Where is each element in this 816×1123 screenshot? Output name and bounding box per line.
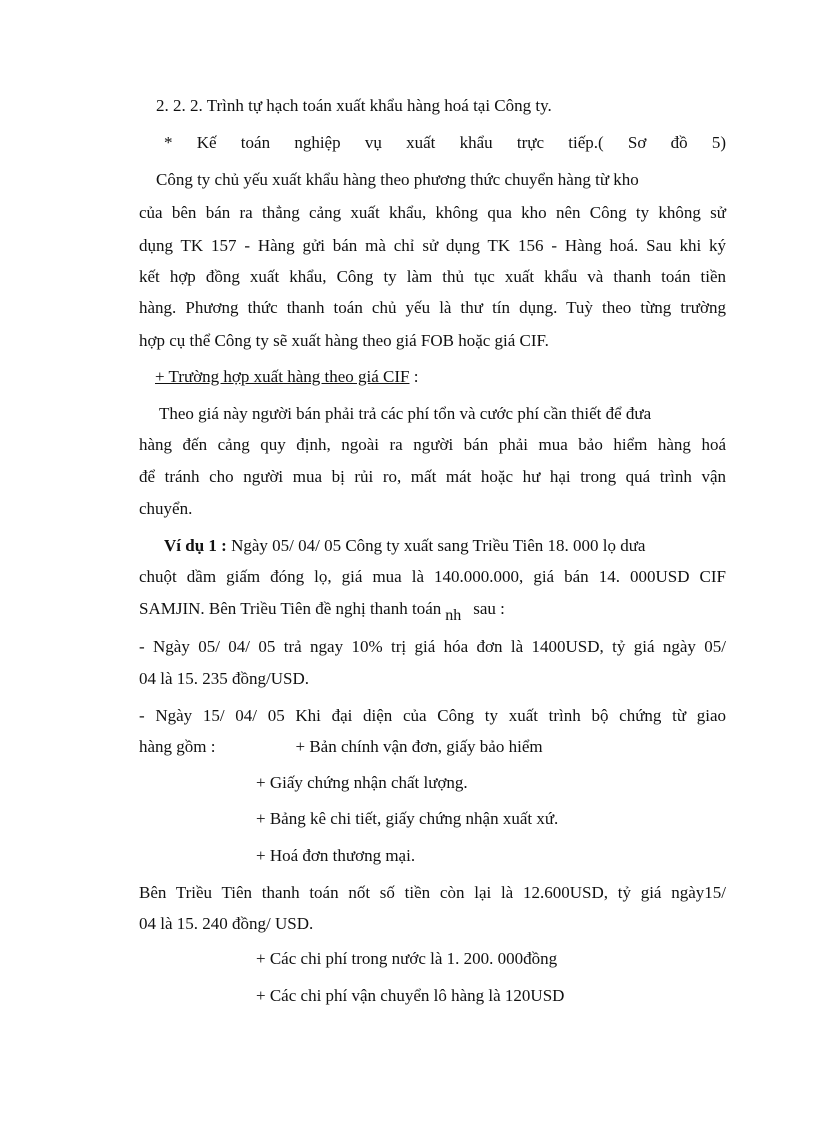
- cif-line-3: để tránh cho người mua bị rủi ro, mất mát hoặc hư hại trong quá trình vận: [139, 467, 726, 486]
- section-subheading: * Kế toán nghiệp vụ xuất khẩu trực tiếp.( Sơ đồ 5): [164, 133, 726, 152]
- example-line-3: [139, 598, 726, 624]
- cif-line-1: Theo giá này người bán phải trả các phí tổn và cước phí cần thiết để đưa: [159, 404, 652, 423]
- cif-case-heading: [155, 366, 742, 388]
- document-item-3: + Bảng kê chi tiết, giấy chứng nhận xuất xứ.: [256, 809, 559, 828]
- example-line-1: [164, 535, 726, 557]
- example-line-3-subscript: nh: [445, 607, 462, 624]
- example-line-1-text: Ngày 05/ 04/ 05 Công ty xuất sang Triều Tiên 18. 000 lọ dưa: [226, 536, 646, 555]
- payment-2-prefix: hàng gồm :: [139, 737, 216, 756]
- section-heading: 2. 2. 2. Trình tự hạch toán xuất khẩu hàng hoá tại Công ty.: [156, 96, 552, 115]
- remaining-line-2: 04 là 15. 240 đồng/ USD.: [139, 914, 314, 933]
- payment-1-line-1: - Ngày 05/ 04/ 05 trả ngay 10% trị giá hóa đơn là 1400USD, tỷ giá ngày 05/: [139, 637, 726, 656]
- payment-1-line-2: 04 là 15. 235 đồng/USD.: [139, 669, 309, 688]
- intro-line-6: hợp cụ thể Công ty sẽ xuất hàng theo giá FOB hoặc giá CIF.: [139, 331, 549, 350]
- cost-item-1: + Các chi phí trong nước là 1. 200. 000đồng: [256, 949, 558, 968]
- document-item-1: + Bản chính vận đơn, giấy bảo hiểm: [295, 737, 543, 756]
- example-line-2: chuột dầm giấm đóng lọ, giá mua là 140.000.000, giá bán 14. 000USD CIF: [139, 567, 726, 586]
- remaining-line-1: Bên Triều Tiên thanh toán nốt số tiền còn lại là 12.600USD, tỷ giá ngày15/: [139, 883, 726, 902]
- intro-line-5: hàng. Phương thức thanh toán chủ yếu là thư tín dụng. Tuỳ theo từng trường: [139, 298, 726, 317]
- intro-line-3: dụng TK 157 - Hàng gửi bán mà chỉ sử dụng TK 156 - Hàng hoá. Sau khi ký: [139, 236, 726, 255]
- cif-case-title: + Trường hợp xuất hàng theo giá CIF: [155, 367, 410, 386]
- intro-line-1: Công ty chủ yếu xuất khẩu hàng theo phương thức chuyển hàng từ kho: [156, 170, 639, 189]
- example-line-3-text: SAMJIN. Bên Triều Tiên đề nghị thanh toán: [139, 599, 442, 618]
- cif-line-2: hàng đến cảng quy định, ngoài ra người bán phải mua bảo hiểm hàng hoá: [139, 435, 726, 454]
- payment-2-line-1: - Ngày 15/ 04/ 05 Khi đại diện của Công ty xuất trình bộ chứng từ giao: [139, 706, 726, 725]
- cif-line-4: chuyển.: [139, 499, 193, 518]
- document-item-2: + Giấy chứng nhận chất lượng.: [256, 773, 468, 792]
- example-line-3-end: sau :: [473, 599, 505, 618]
- payment-2-line-2: [139, 736, 726, 758]
- cif-case-colon: :: [409, 367, 419, 386]
- intro-line-2: của bên bán ra thẳng cảng xuất khẩu, không qua kho nên Công ty không sử: [139, 203, 726, 222]
- cost-item-2: + Các chi phí vận chuyển lô hàng là 120USD: [256, 986, 565, 1005]
- example-label: Ví dụ 1 :: [164, 536, 227, 555]
- document-item-4: + Hoá đơn thương mại.: [256, 846, 416, 865]
- intro-line-4: kết hợp đồng xuất khẩu, Công ty làm thủ tục xuất khẩu và thanh toán tiền: [139, 267, 726, 286]
